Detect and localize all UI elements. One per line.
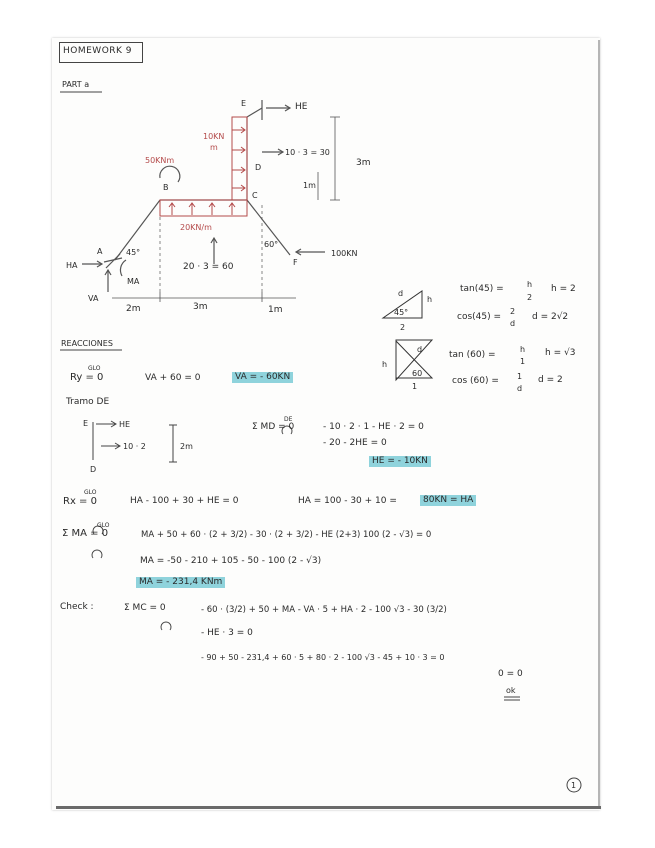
angle-a: 45°	[126, 248, 141, 257]
rx-eq: HA - 100 + 30 + HE = 0	[130, 496, 239, 506]
tan45-result: h = 2	[551, 284, 576, 294]
check-line2: - HE · 3 = 0	[201, 628, 253, 638]
tan60-num: h	[520, 345, 526, 354]
result-ha: 80KN = HA	[420, 495, 476, 506]
label-va: VA	[88, 294, 99, 303]
resultant-ab: 20 · 3 = 60	[183, 262, 234, 272]
tan60-den: 1	[520, 357, 526, 366]
fbd-load: 10 · 2	[123, 442, 146, 451]
dist-load-label: 10KN	[203, 132, 225, 141]
sigma-y: Ry = 0	[70, 372, 104, 383]
label-b: B	[163, 183, 169, 192]
tan45-den: 2	[527, 293, 533, 302]
label-c: C	[252, 191, 258, 200]
check-label: Check :	[60, 602, 94, 612]
height-1m: 1m	[303, 181, 316, 190]
reactions-heading: REACCIONES	[61, 339, 113, 348]
cos45-result: d = 2√2	[532, 312, 569, 322]
tri2-d: d	[417, 345, 423, 354]
rx-result-pre: HA = 100 - 30 + 10 =	[298, 496, 397, 506]
ma-line2: MA = -50 - 210 + 105 - 50 - 100 (2 - √3)	[140, 556, 322, 566]
tri1-d: d	[398, 289, 404, 298]
rx-sup: GLO	[84, 489, 97, 496]
tan45-num: h	[527, 280, 533, 289]
cos45-num: 2	[510, 307, 516, 316]
fbd-2m: 2m	[180, 442, 193, 451]
mc-equation: Σ MC = 0	[124, 603, 166, 613]
result-va: VA = - 60KN	[232, 372, 293, 383]
label-ha: HA	[66, 261, 78, 270]
page-number: 1	[571, 781, 577, 790]
label-e: E	[241, 99, 247, 108]
load-20-label: 20KN/m	[180, 223, 212, 232]
tri1-h: h	[427, 295, 433, 304]
label-ma: MA	[127, 277, 140, 286]
label-he: HE	[295, 102, 308, 112]
check-line3: - 90 + 50 - 231,4 + 60 · 5 + 80 · 2 - 100 √3 - 45 + 10 · 3 = 0	[201, 653, 445, 662]
fbd-he: HE	[119, 420, 131, 429]
dim-1m: 1m	[268, 305, 283, 315]
md-sup: DE	[284, 416, 293, 423]
moment-label: 50KNm	[145, 156, 175, 165]
tramo-de: Tramo DE	[66, 397, 110, 407]
md-equation: Σ MD = 0	[252, 422, 295, 432]
angle-f: 60°	[264, 240, 279, 249]
cos45-den: d	[510, 319, 516, 328]
check-line1: - 60 · (3/2) + 50 + MA - VA · 5 + HA · 2 - 100 √3 - 30 (3/2)	[201, 605, 447, 615]
dist-load-unit: m	[210, 143, 218, 152]
cos45: cos(45) =	[457, 312, 502, 322]
dim-3m: 3m	[193, 302, 208, 312]
tri2-base: 1	[412, 382, 418, 391]
tri2-h: h	[382, 360, 388, 369]
part-label: PART a	[62, 80, 90, 89]
cos60: cos (60) =	[452, 376, 499, 386]
md-line1: - 10 · 2 · 1 - HE · 2 = 0	[323, 422, 424, 432]
eq-y: VA + 60 = 0	[145, 373, 201, 383]
check-ok: ok	[506, 686, 516, 695]
cos60-num: 1	[517, 372, 523, 381]
dim-2m: 2m	[126, 304, 141, 314]
fbd-d: D	[90, 465, 97, 474]
result-ma: MA = - 231,4 KNm	[136, 577, 225, 588]
result-he: HE = - 10KN	[369, 456, 431, 467]
tri1-base: 2	[400, 323, 406, 332]
ma-line1: MA + 50 + 60 · (2 + 3/2) - 30 · (2 + 3/2) - HE (2+3) 100 (2 - √3) = 0	[141, 530, 432, 540]
md-line2: - 20 - 2HE = 0	[323, 438, 387, 448]
fbd-e: E	[83, 419, 89, 428]
height-3m: 3m	[356, 158, 371, 168]
sigma-y-sup: GLO	[88, 365, 101, 372]
label-a: A	[97, 247, 103, 256]
tan45: tan(45) =	[460, 284, 504, 294]
resultant-de: 10 · 3 = 30	[285, 148, 330, 157]
tan60: tan (60) =	[449, 350, 496, 360]
ma-sup: GLO	[97, 522, 110, 529]
label-f: F	[293, 258, 298, 267]
rx-equation: Rx = 0	[63, 496, 97, 507]
tri2-angle: 60	[412, 369, 423, 378]
tri1-angle: 45°	[394, 308, 409, 317]
ma-equation: Σ MA = 0	[62, 528, 109, 539]
load-100-label: 100KN	[331, 249, 358, 258]
label-d: D	[255, 163, 262, 172]
check-line4: 0 = 0	[498, 669, 523, 679]
tan60-result: h = √3	[545, 348, 576, 358]
cos60-result: d = 2	[538, 375, 563, 385]
page-title: HOMEWORK 9	[63, 46, 133, 56]
cos60-den: d	[517, 384, 523, 393]
